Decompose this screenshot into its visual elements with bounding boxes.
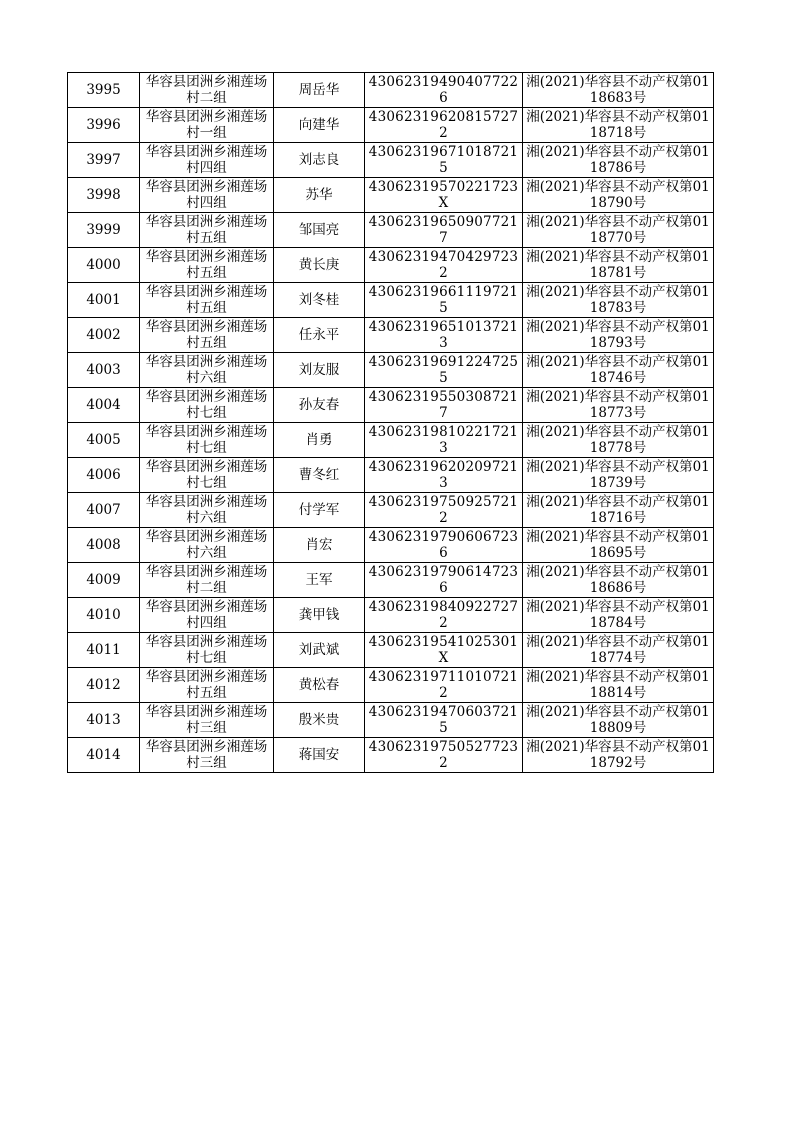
address-cell [140,353,274,388]
id-number: 430623194706037215 [368,704,519,736]
serial-number-cell [68,108,140,143]
address: 华容县团洲乡湘莲场村五组 [145,669,268,701]
address: 华容县团洲乡湘莲场村五组 [145,284,268,316]
address-cell [140,598,274,633]
certificate-number: 湘(2021)华容县不动产权第0118774号 [526,634,710,666]
id-number: 430623195503087217 [368,389,519,421]
certificate-cell [523,178,714,213]
certificate-cell [523,633,714,668]
address: 华容县团洲乡湘莲场村四组 [145,179,268,211]
serial-number-cell [68,423,140,458]
serial-number-cell [68,668,140,703]
table-row [68,73,714,108]
owner-name: 苏华 [305,187,333,203]
id-number: 430623196208157272 [368,109,519,141]
id-number-cell [365,528,523,563]
table-row [68,353,714,388]
owner-name: 殷米贵 [298,712,340,728]
id-number: 43062319541025301X [368,634,519,666]
table-row [68,738,714,773]
address: 华容县团洲乡湘莲场村六组 [145,354,268,386]
id-number-cell [365,493,523,528]
owner-name: 任永平 [298,327,340,343]
address: 华容县团洲乡湘莲场村四组 [145,144,268,176]
id-number-cell [365,388,523,423]
certificate-number: 湘(2021)华容县不动产权第0118739号 [526,459,710,491]
id-number: 430623194704297232 [368,249,519,281]
owner-name: 刘志良 [298,152,340,168]
id-number: 430623196510137213 [368,319,519,351]
certificate-number: 湘(2021)华容县不动产权第0118683号 [526,74,710,106]
certificate-number: 湘(2021)华容县不动产权第0118716号 [526,494,710,526]
address-cell [140,458,274,493]
certificate-cell [523,563,714,598]
serial-number: 4009 [86,572,121,588]
id-number: 43062319570221723X [368,179,519,211]
address-cell [140,493,274,528]
serial-number: 4011 [86,642,121,658]
table-row [68,633,714,668]
id-number: 430623197906067236 [368,529,519,561]
certificate-number: 湘(2021)华容县不动产权第0118718号 [526,109,710,141]
certificate-cell [523,283,714,318]
certificate-number: 湘(2021)华容县不动产权第0118792号 [526,739,710,771]
id-number: 430623197906147236 [368,564,519,596]
serial-number-cell [68,213,140,248]
table-row [68,703,714,738]
id-number: 430623196912247255 [368,354,519,386]
id-number-cell [365,178,523,213]
serial-number: 4013 [86,712,121,728]
id-number-cell [365,668,523,703]
address: 华容县团洲乡湘莲场村六组 [145,494,268,526]
owner-name: 周岳华 [298,82,340,98]
certificate-cell [523,598,714,633]
certificate-cell [523,108,714,143]
serial-number: 3997 [86,152,121,168]
serial-number: 4005 [86,432,121,448]
owner-name: 王军 [305,572,333,588]
address-cell [140,178,274,213]
serial-number: 4010 [86,607,121,623]
serial-number-cell [68,738,140,773]
serial-number-cell [68,563,140,598]
certificate-cell [523,318,714,353]
address-cell [140,213,274,248]
owner-name-cell [274,598,365,633]
table-row [68,318,714,353]
serial-number: 4003 [86,362,121,378]
address: 华容县团洲乡湘莲场村五组 [145,214,268,246]
serial-number: 4002 [86,327,121,343]
owner-name-cell [274,738,365,773]
certificate-cell [523,528,714,563]
serial-number-cell [68,703,140,738]
address: 华容县团洲乡湘莲场村七组 [145,389,268,421]
owner-name: 龚甲钱 [298,607,340,623]
address-cell [140,703,274,738]
address-cell [140,668,274,703]
serial-number-cell [68,353,140,388]
id-number: 430623196202097213 [368,459,519,491]
owner-name: 孙友春 [298,397,340,413]
table-row [68,493,714,528]
registry-table-body [68,73,714,773]
serial-number: 4000 [86,257,121,273]
owner-name: 曹冬红 [298,467,340,483]
serial-number: 3999 [86,222,121,238]
table-row [68,458,714,493]
owner-name-cell [274,213,365,248]
owner-name-cell [274,563,365,598]
address: 华容县团洲乡湘莲场村三组 [145,704,268,736]
certificate-number: 湘(2021)华容县不动产权第0118770号 [526,214,710,246]
id-number-cell [365,598,523,633]
certificate-cell [523,423,714,458]
address-cell [140,283,274,318]
certificate-number: 湘(2021)华容县不动产权第0118793号 [526,319,710,351]
owner-name: 付学军 [298,502,340,518]
serial-number-cell [68,73,140,108]
serial-number-cell [68,493,140,528]
address: 华容县团洲乡湘莲场村七组 [145,424,268,456]
address: 华容县团洲乡湘莲场村六组 [145,529,268,561]
owner-name-cell [274,353,365,388]
owner-name-cell [274,143,365,178]
id-number: 430623198409227272 [368,599,519,631]
owner-name-cell [274,633,365,668]
serial-number-cell [68,633,140,668]
serial-number: 3995 [86,82,121,98]
serial-number-cell [68,283,140,318]
owner-name: 邹国亮 [298,222,340,238]
certificate-number: 湘(2021)华容县不动产权第0118778号 [526,424,710,456]
id-number: 430623194904077226 [368,74,519,106]
owner-name: 黄长庚 [298,257,340,273]
table-row [68,143,714,178]
serial-number-cell [68,528,140,563]
certificate-number: 湘(2021)华容县不动产权第0118814号 [526,669,710,701]
id-number: 430623197509257212 [368,494,519,526]
id-number: 430623196710187215 [368,144,519,176]
owner-name-cell [274,423,365,458]
property-registry-table [67,72,714,773]
serial-number-cell [68,598,140,633]
serial-number: 4007 [86,502,121,518]
owner-name: 蒋国安 [298,747,340,763]
owner-name-cell [274,388,365,423]
id-number-cell [365,738,523,773]
certificate-number: 湘(2021)华容县不动产权第0118781号 [526,249,710,281]
address: 华容县团洲乡湘莲场村三组 [145,739,268,771]
serial-number-cell [68,458,140,493]
id-number-cell [365,318,523,353]
id-number-cell [365,108,523,143]
certificate-cell [523,73,714,108]
serial-number: 4001 [86,292,121,308]
id-number-cell [365,213,523,248]
serial-number-cell [68,248,140,283]
serial-number: 4008 [86,537,121,553]
id-number-cell [365,248,523,283]
certificate-number: 湘(2021)华容县不动产权第0118790号 [526,179,710,211]
owner-name-cell [274,458,365,493]
address-cell [140,528,274,563]
table-row [68,528,714,563]
id-number-cell [365,423,523,458]
owner-name: 刘友服 [298,362,340,378]
serial-number: 4012 [86,677,121,693]
certificate-number: 湘(2021)华容县不动产权第0118783号 [526,284,710,316]
owner-name: 刘武斌 [298,642,340,658]
table-row [68,108,714,143]
serial-number-cell [68,318,140,353]
id-number-cell [365,458,523,493]
certificate-number: 湘(2021)华容县不动产权第0118773号 [526,389,710,421]
certificate-cell [523,248,714,283]
table-row [68,213,714,248]
owner-name-cell [274,703,365,738]
owner-name-cell [274,178,365,213]
table-row [68,388,714,423]
id-number: 430623197110107212 [368,669,519,701]
address-cell [140,248,274,283]
certificate-cell [523,388,714,423]
serial-number: 4014 [86,747,121,763]
table-row [68,598,714,633]
address: 华容县团洲乡湘莲场村一组 [145,109,268,141]
serial-number: 4006 [86,467,121,483]
table-row [68,248,714,283]
owner-name: 肖宏 [305,537,333,553]
address-cell [140,73,274,108]
certificate-cell [523,493,714,528]
address-cell [140,633,274,668]
table-row [68,178,714,213]
address: 华容县团洲乡湘莲场村二组 [145,74,268,106]
certificate-cell [523,353,714,388]
owner-name: 向建华 [298,117,340,133]
id-number-cell [365,143,523,178]
certificate-cell [523,738,714,773]
id-number: 430623196611197215 [368,284,519,316]
id-number-cell [365,283,523,318]
address-cell [140,423,274,458]
certificate-number: 湘(2021)华容县不动产权第0118786号 [526,144,710,176]
serial-number: 4004 [86,397,121,413]
certificate-cell [523,143,714,178]
table-row [68,668,714,703]
certificate-number: 湘(2021)华容县不动产权第0118695号 [526,529,710,561]
serial-number: 3996 [86,117,121,133]
certificate-cell [523,458,714,493]
owner-name-cell [274,248,365,283]
owner-name: 黄松春 [298,677,340,693]
owner-name-cell [274,318,365,353]
owner-name-cell [274,493,365,528]
address-cell [140,108,274,143]
address: 华容县团洲乡湘莲场村四组 [145,599,268,631]
id-number-cell [365,703,523,738]
address: 华容县团洲乡湘莲场村七组 [145,634,268,666]
document-page [67,72,713,773]
address-cell [140,563,274,598]
id-number: 430623196509077217 [368,214,519,246]
owner-name: 肖勇 [305,432,333,448]
certificate-number: 湘(2021)华容县不动产权第0118746号 [526,354,710,386]
certificate-number: 湘(2021)华容县不动产权第0118686号 [526,564,710,596]
address-cell [140,318,274,353]
certificate-cell [523,703,714,738]
address: 华容县团洲乡湘莲场村五组 [145,249,268,281]
id-number: 430623197505277232 [368,739,519,771]
serial-number-cell [68,178,140,213]
id-number-cell [365,633,523,668]
address: 华容县团洲乡湘莲场村二组 [145,564,268,596]
owner-name-cell [274,108,365,143]
certificate-number: 湘(2021)华容县不动产权第0118809号 [526,704,710,736]
certificate-number: 湘(2021)华容县不动产权第0118784号 [526,599,710,631]
certificate-cell [523,668,714,703]
owner-name-cell [274,73,365,108]
id-number-cell [365,73,523,108]
table-row [68,563,714,598]
address: 华容县团洲乡湘莲场村七组 [145,459,268,491]
address-cell [140,143,274,178]
owner-name-cell [274,668,365,703]
id-number-cell [365,563,523,598]
address: 华容县团洲乡湘莲场村五组 [145,319,268,351]
address-cell [140,738,274,773]
serial-number: 3998 [86,187,121,203]
serial-number-cell [68,388,140,423]
address-cell [140,388,274,423]
serial-number-cell [68,143,140,178]
table-row [68,283,714,318]
id-number-cell [365,353,523,388]
owner-name-cell [274,528,365,563]
owner-name: 刘冬桂 [298,292,340,308]
table-row [68,423,714,458]
id-number: 430623198102217213 [368,424,519,456]
owner-name-cell [274,283,365,318]
certificate-cell [523,213,714,248]
